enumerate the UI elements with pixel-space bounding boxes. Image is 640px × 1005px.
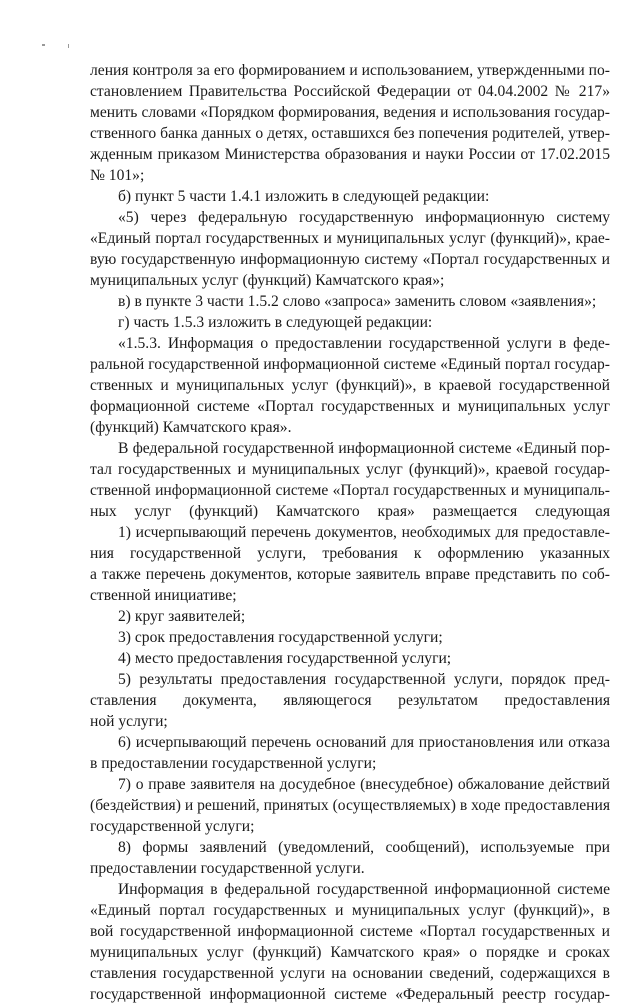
text-line: ственной инициативе;	[90, 587, 237, 604]
text-line: ной услуги;	[90, 713, 168, 730]
text-line: ставления документа, являющегося результатом предоставления	[90, 692, 610, 709]
text-line: ления контроля за его формированием и использованием, утвержденными по-	[90, 62, 610, 79]
text-line: «5) через федеральную государственную информационную систему	[118, 209, 610, 226]
text-line: № 101»;	[90, 167, 145, 184]
text-line: ставления государственной услуги на основании сведений, содержащихся в	[90, 965, 610, 982]
text-line: тал государственных и муниципальных услуг (функций)», краевой государ-	[90, 461, 610, 478]
text-line: предоставлении государственной услуги.	[90, 860, 365, 877]
text-line: жденным приказом Министерства образования и науки России от 17.02.2015	[90, 146, 610, 163]
text-line: «Единый портал государственных и муниципальных услуг (функций)», крае-	[90, 230, 610, 247]
text-line: 1) исчерпывающий перечень документов, необходимых для предоставле-	[118, 524, 610, 541]
text-line: в предоставлении государственной услуги;	[90, 755, 377, 772]
text-line: 5) результаты предоставления государственной услуги, порядок пред-	[118, 671, 610, 688]
text-line: (функций) Камчатского края».	[90, 419, 292, 436]
text-line: б) пункт 5 части 1.4.1 изложить в следующей редакции:	[118, 188, 490, 205]
text-line: менить словами «Порядком формирования, ведения и использования государ-	[90, 104, 610, 121]
text-line: ральной государственной информационной системе «Единый портал государ-	[90, 356, 610, 373]
text-line: ния государственной услуги, требования к оформлению указанных	[90, 545, 610, 562]
text-line: 4) место предоставления государственной услуги;	[118, 650, 452, 667]
text-line: ственных и муниципальных услуг (функций)», в краевой государственной	[90, 377, 610, 394]
text-line: Информация в федеральной государственной информационной системе	[118, 881, 610, 898]
text-line: формационной системе «Портал государственных и муниципальных услуг	[90, 398, 610, 415]
text-line: государственной информационной системе «Федеральный реестр государ-	[90, 986, 610, 1003]
text-line: «1.5.3. Информация о предоставлении государственной услуги в феде-	[118, 335, 610, 352]
text-line: 8) формы заявлений (уведомлений, сообщений), используемые при	[118, 839, 610, 856]
scan-speck	[68, 44, 69, 48]
text-line: вой государственной информационной системе «Портал государственных и	[90, 923, 610, 940]
text-line: становлением Правительства Российской Федерации от 04.04.2002 № 217»	[90, 83, 610, 100]
text-line: в) в пункте 3 части 1.5.2 слово «запроса» заменить словом «заявления»;	[118, 293, 597, 310]
document-body	[90, 60, 610, 1005]
text-line: муниципальных услуг (функций) Камчатского края» о порядке и сроках	[90, 944, 610, 961]
text-line: 7) о праве заявителя на досудебное (внесудебное) обжалование действий	[118, 776, 610, 793]
text-line: В федеральной государственной информационной системе «Единый пор-	[118, 440, 610, 457]
text-line: ственной информационной системе «Портал государственных и муниципаль-	[90, 482, 610, 499]
text-line: вую государственную информационную систему «Портал государственных и	[90, 251, 610, 268]
text-line: а также перечень документов, которые заявитель вправе представить по соб-	[90, 566, 610, 583]
scan-speck	[42, 44, 45, 46]
text-line: государственной услуги;	[90, 818, 255, 835]
text-line: 2) круг заявителей;	[118, 608, 246, 625]
text-line: «Единый портал государственных и муниципальных услуг (функций)», в	[90, 902, 610, 919]
text-line: муниципальных услуг (функций) Камчатского края»;	[90, 272, 445, 289]
text-line: (бездействия) и решений, принятых (осуществляемых) в ходе предоставления	[90, 797, 610, 814]
text-line: 6) исчерпывающий перечень оснований для приостановления или отказа	[118, 734, 610, 751]
text-line: ственного банка данных о детях, оставшихся без попечения родителей, утвер-	[90, 125, 610, 142]
text-line: г) часть 1.5.3 изложить в следующей редакции:	[118, 314, 433, 331]
text-line: ных услуг (функций) Камчатского края» размещается следующая	[90, 503, 610, 520]
text-line: 3) срок предоставления государственной услуги;	[118, 629, 443, 646]
